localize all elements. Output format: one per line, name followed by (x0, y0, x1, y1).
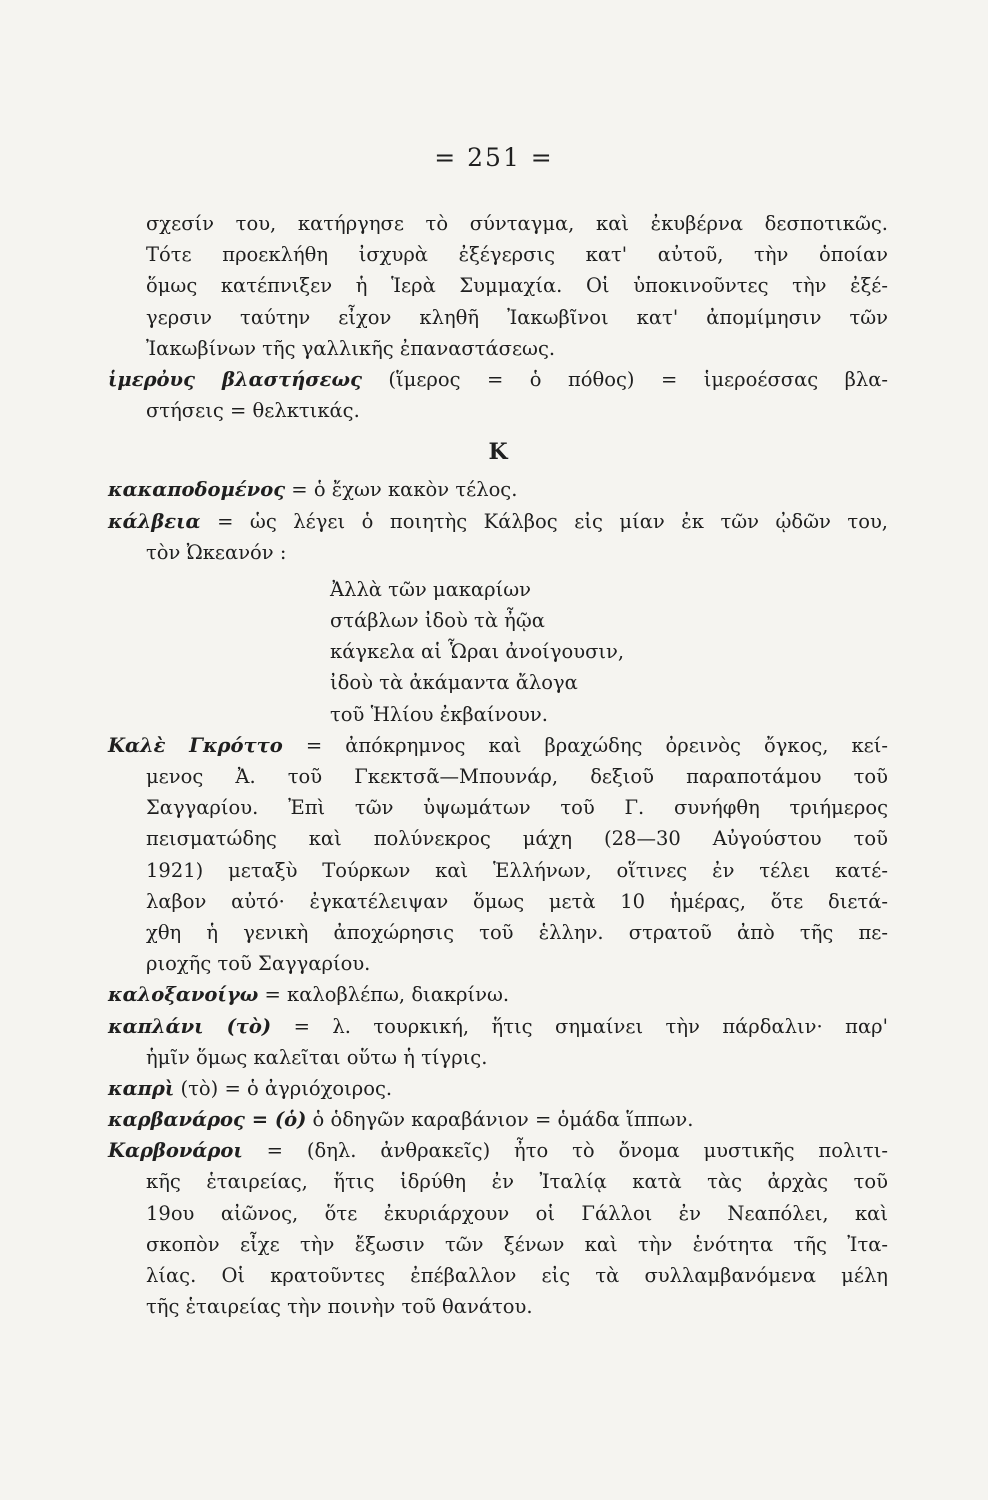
entry-kaplani (108, 1011, 888, 1042)
text-line: Ἰακωβίνων τῆς γαλλικῆς ἐπαναστάσεως. (146, 336, 556, 360)
text-line: πεισματώδης καὶ πολύνεκρος μάχη (28—30 Αὐγούστου τοῦ (146, 827, 888, 851)
entry-definition: ὁ ὁδηγῶν καραβάνιον = ὁμάδα ἵππων. (306, 1108, 694, 1132)
entry-kale-grotto (108, 730, 888, 761)
poem-line: κάγκελα αἱ Ὧραι ἀνοίγουσιν, (330, 640, 625, 664)
entry-karvonaroi (108, 1135, 888, 1166)
text-line: λαβον αὐτό· ἐγκατέλειψαν ὅμως μετὰ 10 ἡμέρας, ὅτε διετά- (146, 889, 888, 913)
text-line: τῆς ἑταιρείας τὴν ποινὴν τοῦ θανάτου. (146, 1295, 533, 1319)
page-number: = 251 = (434, 143, 554, 172)
poem-line: Ἀλλὰ τῶν μακαρίων (330, 577, 531, 601)
text-line: ἡμῖν ὅμως καλεῖται οὕτω ἡ τίγρις. (146, 1045, 488, 1069)
text-line: τὸν Ὠκεανόν : (146, 540, 287, 564)
entry-head: καπρὶ (108, 1076, 175, 1100)
entry-definition: = ἀπόκρημνος καὶ βραχώδης ὀρεινὸς ὄγκος, κεί- (282, 733, 888, 757)
poem-line: τοῦ Ἡλίου ἐκβαίνουν. (330, 702, 548, 726)
entry-kapri (108, 1073, 888, 1104)
entry-definition: (ἵμερος = ὁ πόθος) = ἱμεροέσσας βλα- (361, 367, 888, 391)
entry-head: ἱμερὀυς βλαστήσεως (108, 367, 362, 391)
text-line: ὅμως κατέπνιξεν ἡ Ἱερὰ Συμμαχία. Οἱ ὑποκινοῦντες τὴν ἐξέ- (146, 274, 888, 298)
entry-definition: = (δηλ. ἀνθρακεῖς) ἦτο τὸ ὄνομα μυστικῆς πολιτι- (242, 1139, 888, 1163)
dictionary-text (108, 208, 888, 1322)
entry-head: Καρβονάροι (108, 1139, 243, 1163)
text-line: σκοπὸν εἶχε τὴν ἔξωσιν τῶν ξένων καὶ τὴν ἑνότητα τῆς Ἰτα- (146, 1232, 888, 1256)
text-line: λίας. Οἱ κρατοῦντες ἐπέβαλλον εἰς τὰ συλλαμβανόμενα μέλη (146, 1264, 888, 1287)
entry-head: καλοξανοίγω (108, 983, 259, 1007)
entry-definition: = ὡς λέγει ὁ ποιητὴς Κάλβος εἰς μίαν ἐκ τῶν ᾠδῶν του, (200, 509, 888, 533)
entry-himerous (108, 364, 888, 395)
text-line: γερσιν ταύτην εἶχον κληθῆ Ἰακωβῖνοι κατ' ἀπομίμησιν τῶν (146, 305, 888, 329)
entry-definition: (τὸ) = ὁ ἀγριόχοιρος. (174, 1076, 393, 1100)
text-line: κῆς ἑταιρείας, ἥτις ἱδρύθη ἐν Ἰταλίᾳ κατὰ τὰς ἀρχὰς τοῦ (146, 1170, 888, 1194)
text-line: Τότε προεκλήθη ἰσχυρὰ ἐξέγερσις κατ' αὐτοῦ, τὴν ὁποίαν (146, 243, 888, 267)
text-line: 1921) μεταξὺ Τούρκων καὶ Ἑλλήνων, οἵτινες ἐν τέλει κατέ- (146, 858, 888, 882)
entry-definition: = καλοβλέπω, διακρίνω. (258, 983, 510, 1007)
text-line: στήσεις = θελκτικάς. (146, 399, 360, 423)
entry-head: καπλάνι (τὸ) (108, 1014, 272, 1038)
poem-line: ἰδοὺ τὰ ἀκάμαντα ἄλογα (330, 671, 578, 695)
entry-head: καρβανάρος = (ὁ) (108, 1108, 307, 1132)
entry-kaloxanoigo (108, 979, 888, 1010)
text-line: χθη ἡ γενικὴ ἀποχώρησις τοῦ ἑλλην. στρατοῦ ἀπὸ τῆς πε- (146, 920, 888, 944)
text-line: μενος Ἀ. τοῦ Γκεκτσᾶ—Μπουνάρ, δεξιοῦ παραποτάμου τοῦ (146, 765, 888, 788)
entry-karvanaros (108, 1104, 888, 1135)
entry-head: κάλβεια (108, 509, 201, 533)
text-line: σχεσίν του, κατήργησε τὸ σύνταγμα, καὶ ἐκυβέρνα δεσποτικῶς. (146, 212, 888, 235)
text-line: Σαγγαρίου. Ἐπὶ τῶν ὑψωμάτων τοῦ Γ. συνήφθη τριήμερος (146, 796, 888, 820)
entry-head: Καλὲ Γκρόττο (108, 733, 283, 757)
entry-definition: = ὁ ἔχων κακὸν τέλος. (285, 478, 518, 502)
text-line: 19ου αἰῶνος, ὅτε ἐκυριάρχουν οἱ Γάλλοι ἐν Νεαπόλει, καὶ (146, 1201, 888, 1225)
entry-head: κακαποδομένος (108, 478, 286, 502)
section-letter: Κ (488, 439, 508, 466)
entry-definition: = λ. τουρκική, ἥτις σημαίνει τὴν πάρδαλιν· παρ' (271, 1014, 888, 1038)
poem-line: στάβλων ἰδοὺ τὰ ἦῷα (330, 609, 545, 633)
entry-kalveia (108, 506, 888, 537)
entry-kakapodomenos (108, 474, 888, 505)
text-line: ριοχῆς τοῦ Σαγγαρίου. (146, 952, 371, 976)
